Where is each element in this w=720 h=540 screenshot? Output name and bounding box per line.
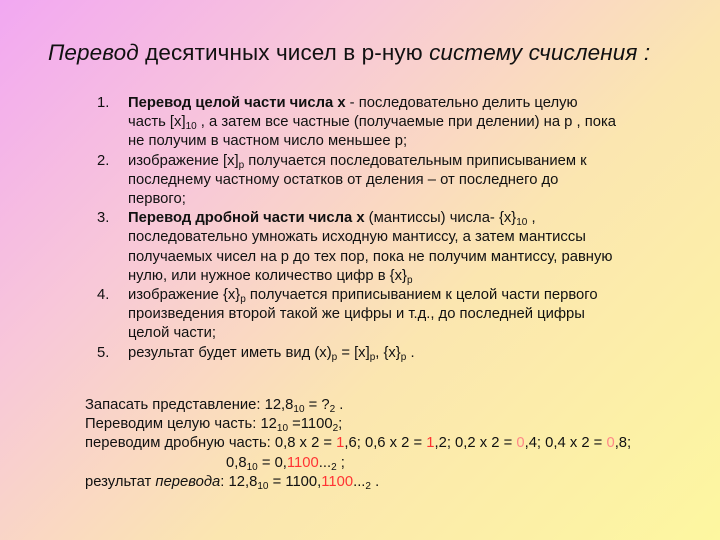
highlighted-digits: 1100 bbox=[321, 473, 354, 490]
step-subscript: 10 bbox=[516, 217, 528, 229]
step-text: получается приписыванием к целой части первого произведения второй такой же цифры и т.д., до последней цифры целой части; bbox=[128, 287, 598, 342]
example-text: = 1100, bbox=[268, 473, 322, 490]
step-text: изображение {x} bbox=[128, 287, 241, 304]
step-text: , {x} bbox=[375, 344, 401, 361]
example-text: ,2; 0,2 х 2 = bbox=[434, 435, 517, 452]
example-text: 0,8 bbox=[226, 454, 247, 471]
example-text: ,6; 0,6 х 2 = bbox=[344, 435, 427, 452]
algorithm-steps-list bbox=[97, 94, 617, 363]
example-text: Запасать представление: 12,8 bbox=[85, 397, 294, 413]
step-item-4 bbox=[97, 286, 617, 344]
step-text: - последовательно делить целую часть [x] bbox=[128, 95, 578, 131]
step-heading: Перевод целой части числа х bbox=[128, 95, 346, 111]
example-text: ,4; 0,4 х 2 = bbox=[524, 435, 607, 452]
example-subscript: 2 bbox=[365, 480, 371, 492]
highlighted-digits: 1100 bbox=[286, 454, 319, 471]
example-subscript: 2 bbox=[332, 423, 339, 435]
example-text: переводим дробную часть: 0,8 х 2 = bbox=[85, 435, 337, 452]
worked-example bbox=[85, 396, 715, 492]
step-text: = [x] bbox=[337, 344, 370, 361]
example-line-4 bbox=[85, 454, 715, 473]
highlighted-digit: 1 bbox=[426, 435, 435, 452]
example-text: ,8; bbox=[614, 435, 632, 452]
step-subscript: p bbox=[331, 351, 338, 363]
step-number: 2. bbox=[97, 152, 110, 169]
example-italic: перевода bbox=[155, 473, 221, 490]
step-subscript: p bbox=[369, 351, 376, 363]
title-italic-system: систему счисления : bbox=[429, 40, 651, 65]
example-subscript: 10 bbox=[276, 423, 289, 435]
step-subscript: p bbox=[406, 274, 413, 286]
step-number: 4. bbox=[97, 287, 110, 304]
example-text: . bbox=[335, 397, 344, 413]
step-item-1 bbox=[97, 94, 617, 152]
example-text: ; bbox=[338, 416, 343, 433]
step-text: результат будет иметь вид (x) bbox=[128, 344, 332, 361]
example-text: = 0, bbox=[257, 454, 287, 471]
step-subscript: 10 bbox=[185, 121, 197, 133]
step-subscript: p bbox=[238, 159, 245, 171]
example-subscript: 2 bbox=[329, 404, 336, 415]
example-text: = ? bbox=[304, 397, 330, 413]
example-subscript: 10 bbox=[257, 480, 269, 492]
example-line-1 bbox=[85, 396, 715, 415]
step-text: изображение [x] bbox=[128, 152, 239, 169]
example-line-3 bbox=[85, 434, 715, 453]
step-number: 3. bbox=[97, 210, 110, 227]
highlighted-digit: 1 bbox=[336, 435, 345, 452]
example-text: =1100 bbox=[288, 416, 333, 433]
example-subscript: 10 bbox=[246, 461, 258, 473]
step-item-5 bbox=[97, 344, 617, 363]
step-item-2 bbox=[97, 152, 617, 210]
step-subscript: p bbox=[400, 351, 407, 363]
example-text: : 12,8 bbox=[220, 473, 258, 490]
step-text: , а затем все частные (получаемые при делении) на р , пока не получим в частном число меньшее р; bbox=[128, 114, 616, 150]
step-heading: Перевод дробной части числа х bbox=[128, 210, 365, 227]
example-subscript: 10 bbox=[293, 404, 305, 415]
highlighted-digit: 0 bbox=[606, 435, 615, 452]
highlighted-digit: 0 bbox=[516, 435, 525, 452]
example-text: ... bbox=[353, 473, 366, 490]
step-text: (мантиссы) числа- {x} bbox=[364, 210, 517, 227]
example-text: . bbox=[370, 473, 380, 490]
example-subscript: 2 bbox=[331, 461, 337, 473]
title-middle: десятичных чисел в р-ную bbox=[138, 40, 430, 65]
step-item-3 bbox=[97, 209, 617, 286]
step-subscript: p bbox=[240, 294, 246, 306]
step-text: . bbox=[406, 344, 415, 361]
example-text: результат bbox=[85, 473, 156, 490]
example-line-5 bbox=[85, 473, 715, 492]
example-line-2 bbox=[85, 415, 715, 434]
step-text: получается последовательным приписыванием к последнему частному остатков от деления – от последнего до первого; bbox=[128, 152, 587, 208]
step-text: , последовательно умножать исходную мантиссу, а затем мантиссы получаемых чисел на р до тех пор, пока не получим мантиссу, равную нулю, или нужное количество цифр в {x} bbox=[128, 210, 613, 284]
slide-title bbox=[48, 40, 708, 66]
example-text: ... bbox=[318, 454, 332, 471]
example-text: Переводим целую часть: 12 bbox=[85, 416, 277, 433]
example-text: ; bbox=[336, 454, 345, 471]
title-italic-perevod: Перевод bbox=[48, 40, 139, 65]
step-number: 5. bbox=[97, 344, 110, 361]
step-number: 1. bbox=[97, 95, 110, 111]
